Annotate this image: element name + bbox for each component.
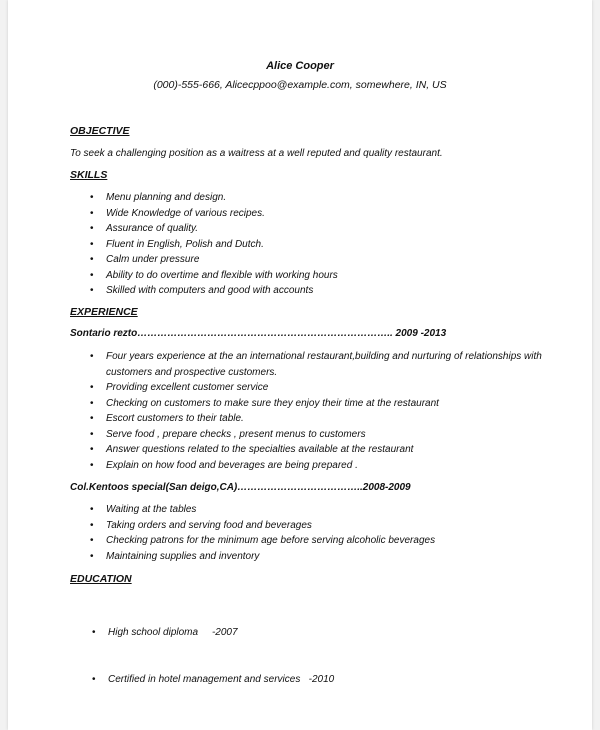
experience-heading: EXPERIENCE [70, 306, 138, 318]
list-item: • Explain on how food and beverages are being prepared . [90, 458, 560, 474]
list-item: • Checking on customers to make sure they enjoy their time at the restaurant [90, 396, 560, 412]
list-item: • Fluent in English, Polish and Dutch. [90, 237, 530, 253]
list-item: • Maintaining supplies and inventory [90, 549, 560, 565]
education-heading: EDUCATION [70, 573, 132, 585]
list-item: • High school diploma -2007 [92, 625, 532, 641]
list-item: • Assurance of quality. [90, 221, 530, 237]
job-title-sontario: Sontario rezto………………………………………………………………….. 2009 -2013 [70, 328, 447, 339]
job-list-sontario [90, 349, 560, 473]
skills-heading: SKILLS [70, 169, 108, 181]
job-list-kentoos [90, 502, 560, 564]
contact-line: (000)-555-666, Alicecppoo@example.com, somewhere, IN, US [153, 79, 447, 91]
skills-list [90, 190, 530, 299]
list-item: • Menu planning and design. [90, 190, 530, 206]
list-item: • Four years experience at the an international restaurant,building and nurturing of relationships with customers and prospective customers. [90, 349, 560, 380]
list-item: • Checking patrons for the minimum age before serving alcoholic beverages [90, 533, 560, 549]
education-list [92, 594, 532, 718]
list-item: • Providing excellent customer service [90, 380, 560, 396]
list-item: • Skilled with computers and good with accounts [90, 283, 530, 299]
list-item: • Serve food , prepare checks , present menus to customers [90, 427, 560, 443]
list-item: • Answer questions related to the specialties available at the restaurant [90, 442, 560, 458]
job-title-kentoos: Col.Kentoos special(San deigo,CA)………………………………..2008-2009 [70, 482, 411, 493]
objective-heading: OBJECTIVE [70, 125, 130, 137]
list-item: • Ability to do overtime and flexible with working hours [90, 268, 530, 284]
list-item: • Calm under pressure [90, 252, 530, 268]
list-item: • Wide Knowledge of various recipes. [90, 206, 530, 222]
list-item: • Escort customers to their table. [90, 411, 560, 427]
list-item: • Taking orders and serving food and beverages [90, 518, 560, 534]
candidate-name: Alice Cooper [266, 60, 334, 72]
list-item: • Waiting at the tables [90, 502, 560, 518]
list-item: • Certified in hotel management and services -2010 [92, 672, 532, 688]
objective-text: To seek a challenging position as a waitress at a well reputed and quality restaurant. [70, 148, 443, 159]
resume-page [8, 0, 592, 730]
